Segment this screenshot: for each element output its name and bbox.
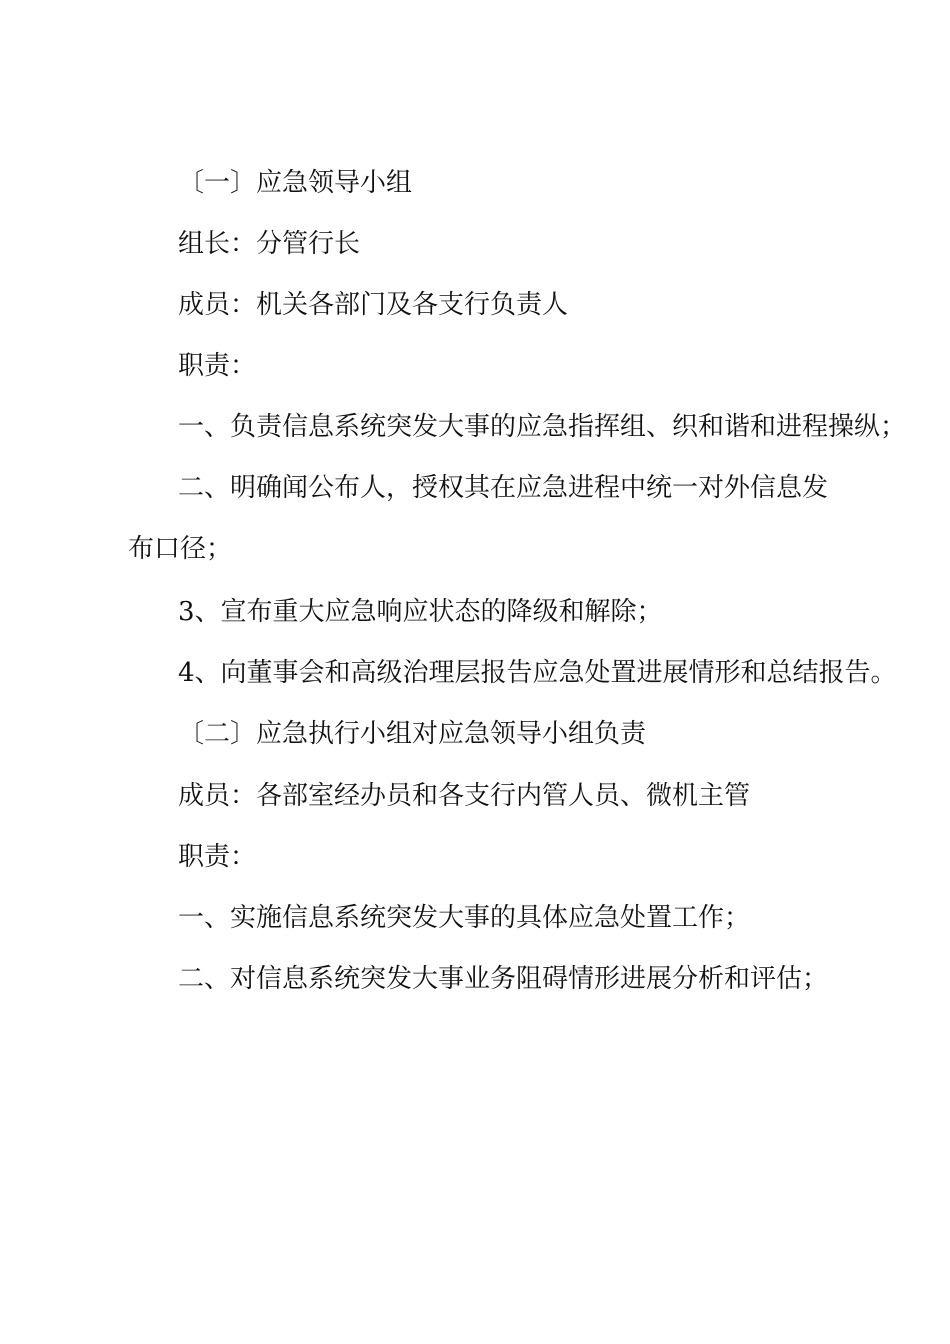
- duties-label-execution: 职责：: [178, 842, 257, 872]
- members-line-execution: 成员：各部室经办员和各支行内管人员、微机主管: [178, 781, 751, 811]
- members-line-leadership: 成员：机关各部门及各支行负责人: [178, 290, 569, 320]
- duty-item-2-continued: 布口径；: [128, 534, 233, 564]
- execution-duty-item-2: 二、对信息系统突发大事业务阻碍情形进展分析和评估；: [178, 964, 829, 994]
- group-leader-line: 组长：分管行长: [178, 229, 361, 259]
- duty-item-1: 一、负责信息系统突发大事的应急指挥组、织和谐和进程操纵；: [178, 412, 907, 442]
- execution-duty-item-1: 一、实施信息系统突发大事的具体应急处置工作；: [178, 903, 751, 933]
- duty-item-2: 二、明确闻公布人，授权其在应急进程中统一对外信息发: [178, 473, 829, 503]
- duties-label-leadership: 职责：: [178, 351, 257, 381]
- duty-item-3: 3、宣布重大应急响应状态的降级和解除；: [178, 597, 663, 627]
- section-heading-execution-group: 〔二〕应急执行小组对应急领导小组负责: [178, 719, 647, 749]
- section-heading-leadership-group: 〔一〕应急领导小组: [178, 168, 413, 198]
- duty-item-4: 4、向董事会和高级治理层报告应急处置进展情形和总结报告。: [178, 658, 897, 688]
